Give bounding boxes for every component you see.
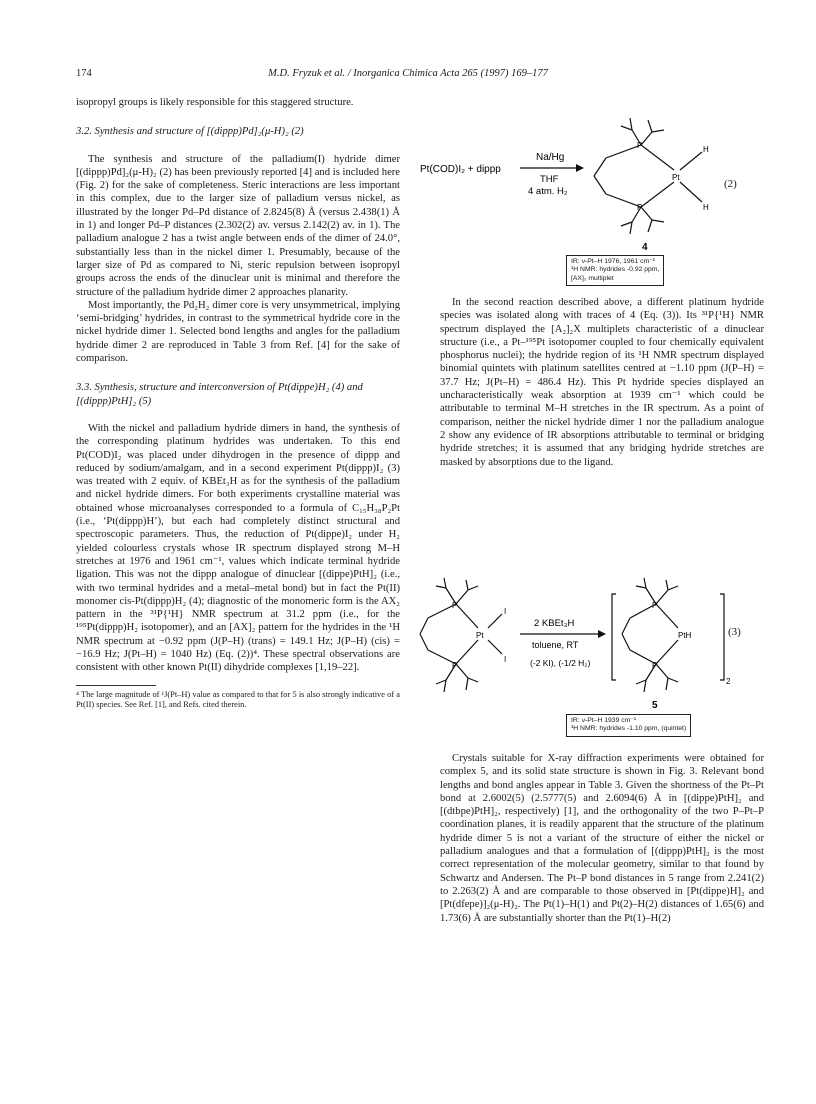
arrow-head (598, 630, 606, 638)
product-structure (612, 578, 724, 692)
scheme2-reactant: Pt(COD)I₂ + dippp (420, 164, 501, 175)
chelate-ring (594, 145, 702, 207)
scheme3-nmr-line: ¹H NMR: hydrides -1.10 ppm, (quintet) (571, 725, 687, 733)
compound-number-4: 4 (642, 242, 648, 253)
scheme2-cond-2: 4 atm. H₂ (528, 186, 568, 197)
right-column-lower (440, 752, 764, 925)
reactant-structure (420, 578, 502, 692)
scheme2-ir-line: IR: ν-Pt–H 1976, 1961 cm⁻¹ (571, 258, 656, 265)
scheme2-reagent: Na/Hg (536, 152, 565, 163)
running-title: M.D. Fryzuk et al. / Inorganica Chimica Acta 265 (1997) 169–177 (268, 68, 548, 79)
scheme-equation-3 (416, 572, 760, 742)
product-dimer-subscript: 2 (726, 677, 731, 686)
scheme2-nmr-line: ¹H NMR: hydrides -0.92 ppm, (571, 266, 660, 274)
equation-number-2: (2) (724, 178, 737, 190)
arrow-head (576, 164, 584, 172)
paragraph-intro: isopropyl groups is likely responsible for this staggered structure. (76, 97, 354, 108)
scheme3-byproducts: (-2 KI), (-1/2 H₂) (530, 658, 591, 668)
reactant-atom-pt: Pt (476, 631, 484, 640)
scheme2-spectral-data-box (566, 255, 664, 286)
reactant-iodide-top: I (504, 607, 507, 616)
reactant-atom-p-bottom: P (452, 661, 458, 670)
reactant-atom-p-top: P (452, 601, 458, 610)
isopropyl-groups-bottom (621, 207, 664, 234)
footnote: ⁴ The large magnitude of ¹J(Pt–H) value as compared to that for 5 is also strongly indicative of a Pt(II) species. See Ref. [1], and Refs. cited therein. (76, 689, 400, 709)
right-column (440, 296, 764, 469)
paragraph-3-2-b: Most importantly, the Pd₂H₂ dimer core is very unsymmetrical, implying ‘semi-bridging’ hydrides, in contrast to the symmetrical hydride core in the nickel hydride dimer 1. Selected bond lengths and angles for the palladium hydride dimer 2 are reproduced in Table 3 from Ref. [4] for the sake of comparison. (76, 299, 400, 365)
paragraph-right-2: Crystals suitable for X-ray diffraction experiments were obtained for complex 5, and its solid state structure is shown in Fig. 3. Relevant bond lengths and bond angles appear in Table 3. Given the shortness of the Pt–Pt bond at 2.6002(5) (2.5777(5) and 2.6094(6) Å in [(dippe)PtH]₂ and [(dtbpe)PtH]₂, respectively) [1], and the orthogonality of the two P–Pt–P coordination planes, it is readily apparent that the structure of the platinum hydride dimer 5 is not a variant of the structure of either the nickel or palladium analogues and that a formulation of [(dippp)PtH]₂ is the most correct representation of the molecular geometry, similar to that found by Schwartz and Andersen. The Pt–P bond distances in 5 range from 2.241(2) to 2.263(2) Å and are comparable to those observed in [Pt(dippe)H]₂ and [Pt(dfepe)]₂(μ-H)₂. The Pt(1)–H(1) and Pt(2)–H(2) distances of 1.65(6) and 1.73(6) Å are substantially shorter than the Pt(1)–H(2) (440, 753, 764, 924)
scheme2-nmr-line-2: [AX]₂ multiplet (571, 274, 614, 282)
equation-number-3: (3) (728, 626, 741, 638)
scheme3-ir-line: IR: ν-Pt–H 1939 cm⁻¹ (571, 717, 637, 724)
atom-pt: Pt (672, 173, 680, 182)
compound-number-5: 5 (652, 700, 658, 711)
reactant-iodide-bottom: I (504, 655, 507, 664)
scheme3-spectral-data-box (566, 714, 691, 737)
paragraph-right-1: In the second reaction described above, a different platinum hydride species was isolated along with traces of 4 (Eq. (3)). Its ³¹P{¹H} NMR spectrum displayed the [A₂]₂X multiplets characteristic of a dinuclear structure (i.e., a Pt–¹⁹⁵Pt isotopomer coupled to four chemically equivalent phosphorus nuclei); the hydride region of its ¹H NMR spectrum displayed binomial quintets with platinum satellites centred at −1.10 ppm (J(P–H) = 37.7 Hz; J(Pt–H) = 486.4 Hz). This Pt hydride species displayed an uncharacteristically weak absorption at 1939 cm⁻¹ which could be attributable to terminal M–H stretches in the IR spectrum. As a point of comparison, neither the nickel hydride dimer 1 nor the palladium analogue 2 show any evidence of IR absorptions attributable to terminal or bridging hydride stretches; it is assumed that any bridging hydride stretches are masked by absorptions due to the ligand. (440, 297, 764, 468)
atom-h-bottom: H (703, 203, 709, 212)
atom-h-top: H (703, 145, 709, 154)
section-heading-3-3: 3.3. Synthesis, structure and interconversion of Pt(dippe)H₂ (4) and [(dippp)PtH]₂ (5) (76, 382, 363, 407)
page-number: 174 (76, 68, 92, 79)
paragraph-3-3: With the nickel and palladium hydride dimers in hand, the synthesis of the corresponding platinum hydrides was undertaken. To this end Pt(COD)I₂ was placed under dihydrogen in the presence of dippp and reduced by sodium/amalgam, and in a second experiment Pt(dippp)I₂ (3) was treated with 2 equiv. of KBEt₃H as for the synthesis of the palladium and nickel hydride dimers. For both experiments crystalline material was obtained whose microanalyses corresponded to a formula of C₁₅H₃₈P₂Pt (i.e., ‘Pt(dippp)H’), but each had completely distinct structural and spectroscopic parameters. Thus, the reduction of Pt(dippe)I₂ under H₂ yielded colourless crystals whose IR spectrum displayed strong M–H stretches at 1976 and 1961 cm⁻¹, values which indicate terminal hydride ligation. This was not the dippp analogue of dinuclear [(dippe)PtH]₂ (i.e., with two terminal hydrides and a metal–metal bond) but in fact the Pt(II) monomer cis-Pt(dippp)H₂ (4); diagnostic of the monomeric form is the AX₂ pattern in the ³¹P{¹H} NMR spectrum at 31.2 ppm (i.e., for the ¹⁹⁵Pt(dippp)H₂ isotopomer), and an [AX]₂ pattern for the hydrides in the ¹H NMR spectrum at −0.92 ppm (J(P–H) (trans) = 149.1 Hz; J(P–H) (cis) = −16.9 Hz; J(Pt–H) = 1040 Hz) (Eq. (2))⁴. These spectral observations are consistent with other known Pt(II) dihydride complexes [1,19–22]. (76, 422, 400, 674)
left-column (76, 96, 400, 710)
atom-p-bottom: P (637, 203, 643, 212)
section-heading-3-2: 3.2. Synthesis and structure of [(dippp)Pd]₂(μ-H)₂ (2) (76, 126, 304, 138)
scheme2-cond-1: THF (540, 174, 559, 185)
isopropyl-groups-top (621, 118, 664, 145)
product-atom-p-bottom: P (652, 661, 658, 670)
page-header (76, 68, 740, 84)
product-atom-p-top: P (652, 601, 658, 610)
scheme-equation-2 (416, 100, 760, 296)
scheme3-solvent: toluene, RT (532, 640, 579, 650)
footnote-rule (76, 685, 156, 686)
scheme3-reagent: 2 KBEt₃H (534, 618, 575, 629)
atom-p-top: P (637, 141, 643, 150)
product-atom-pth: PtH (678, 631, 692, 640)
paragraph-3-2-a: The synthesis and structure of the palladium(I) hydride dimer [(dippp)Pd]₂(μ-H)₂ (2) has been previously reported [4] and is included here (Fig. 2) for the sake of completeness. Steric interactions are less important in this complex, due to the larger size of palladium versus nickel, as illustrated by the longer Pd–Pd distance of 2.8245(8) Å (versus 2.438(1) Å in 1) and longer Pd–P distances (2.302(2) av. versus 2.142(2) av. in 1). The palladium analogue 2 has a twist angle between ends of the dimer of 24.0°, substantially less than in the nickel dimer 1. Presumably, because of the larger size of Pd as compared to Ni, steric repulsion between isopropyl groups across the ends of the dinuclear unit is minimal and therefore the structure of the palladium hydride dimer 2 approaches planarity. (76, 153, 400, 298)
